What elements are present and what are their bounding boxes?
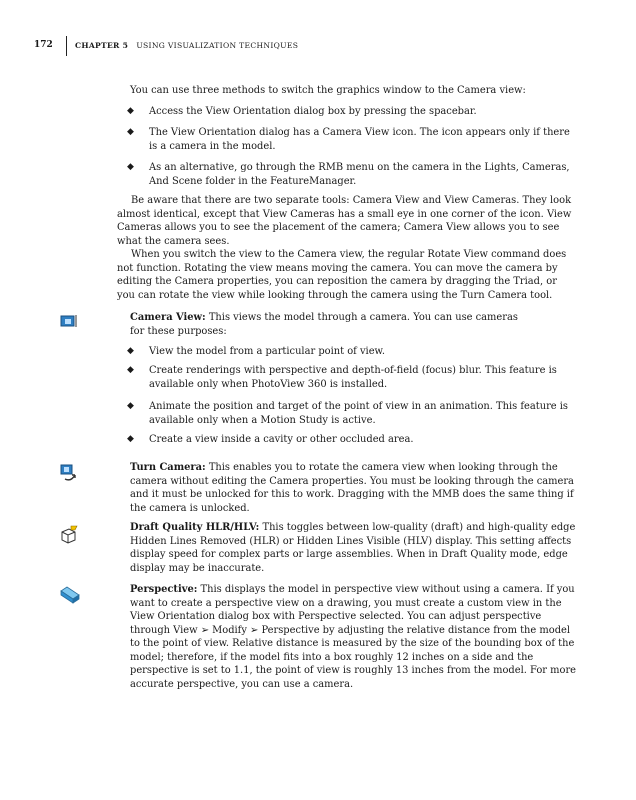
camera-view-text: This views the model through a camera. You can use cameras for these purposes: [130, 312, 518, 337]
draft-quality-term: Draft Quality HLR/HLV: [130, 522, 260, 533]
bullet-icon: ◆ [127, 346, 134, 356]
turn-camera-icon [59, 463, 79, 483]
bullet-icon: ◆ [127, 162, 134, 172]
draft-quality-icon [59, 525, 79, 545]
chapter-heading [75, 41, 298, 50]
page-number: 172 [34, 40, 53, 50]
header-divider [66, 36, 67, 56]
camera-bullet [127, 400, 570, 427]
camera-icon [59, 313, 79, 329]
intro-text: You can use three methods to switch the graphics window to the Camera view: [130, 85, 526, 96]
draft-quality-desc [130, 521, 580, 575]
bullet-text: Create a view inside a cavity or other occluded area. [149, 434, 414, 445]
camera-bullet [127, 433, 570, 447]
bullet-icon: ◆ [127, 434, 134, 444]
bullet-text: View the model from a particular point of view. [149, 346, 385, 357]
draft-quality-text: This toggles between low-quality (draft) and high-quality edge Hidden Lines Removed (HLR) or Hidden Lines Visible (HLV) display. This setting affects display speed for complex parts or large assemblies. When in Draft Quality mode, edge display may be inaccurate. [130, 522, 576, 574]
camera-view-desc [130, 311, 530, 338]
bullet-text: As an alternative, go through the RMB menu on the camera in the Lights, Cameras, And Scene folder in the FeatureManager. [149, 162, 570, 187]
paragraph-tools-text: Be aware that there are two separate tools: Camera View and View Cameras. They look almost identical, except that View Cameras has a small eye in one corner of the icon. View Cameras allows you to see the placement of the camera; Camera View allows you to see what the camera sees. [117, 195, 572, 247]
camera-view-term: Camera View: [130, 312, 206, 323]
camera-bullet [127, 364, 570, 391]
perspective-icon [59, 585, 81, 605]
bullet-text: The View Orientation dialog has a Camera View icon. The icon appears only if there is a camera in the model. [149, 127, 570, 152]
perspective-desc [130, 583, 580, 691]
chapter-title: USING VISUALIZATION TECHNIQUES [136, 41, 299, 50]
bullet-text: Create renderings with perspective and depth-of-field (focus) blur. This feature is available only when PhotoView 360 is installed. [149, 365, 557, 390]
paragraph-camera-view [117, 248, 577, 302]
bullet-text: Access the View Orientation dialog box by pressing the spacebar. [149, 106, 477, 117]
perspective-term: Perspective: [130, 584, 198, 595]
turn-camera-text: This enables you to rotate the camera view when looking through the camera without editing the Camera properties. You must be looking through the camera and it must be unlocked for this to work. Dragging with the MMB does the same thing if the camera is unlocked. [130, 462, 574, 514]
chapter-label: CHAPTER 5 [75, 41, 129, 50]
turn-camera-desc [130, 461, 575, 515]
bullet-icon: ◆ [127, 365, 134, 375]
paragraph-tools [117, 194, 577, 248]
perspective-text: This displays the model in perspective view without using a camera. If you want to create a perspective view on a drawing, you must create a custom view in the View Orientation dialog box with Perspective selected. You can adjust perspective through View ➢ Modify ➢ Perspective by adjusting the relative distance from the model to the point of view. Relative distance is measured by the size of the bounding box of the model; therefore, if the model fits into a box roughly 12 inches on a side and the perspective is set to 1.1, the point of view is roughly 13 inches from the model. For more accurate perspective, you can use a camera. [130, 584, 577, 690]
bullet-icon: ◆ [127, 127, 134, 137]
paragraph-camera-view-text: When you switch the view to the Camera view, the regular Rotate View command does not function. Rotating the view means moving the camera. You can move the camera by editing the Camera properties, you can reposition the camera by dragging the Triad, or you can rotate the view while looking through the camera using the Turn Camera tool. [117, 249, 567, 301]
bullet-text: Animate the position and target of the point of view in an animation. This feature is available only when a Motion Study is active. [149, 401, 569, 426]
intro-bullet [127, 161, 570, 188]
turn-camera-term: Turn Camera: [130, 462, 206, 473]
camera-bullet [127, 345, 570, 359]
bullet-icon: ◆ [127, 401, 134, 411]
bullet-icon: ◆ [127, 106, 134, 116]
intro-bullet [127, 126, 570, 153]
page-header [0, 36, 636, 56]
intro-bullet [127, 105, 570, 119]
